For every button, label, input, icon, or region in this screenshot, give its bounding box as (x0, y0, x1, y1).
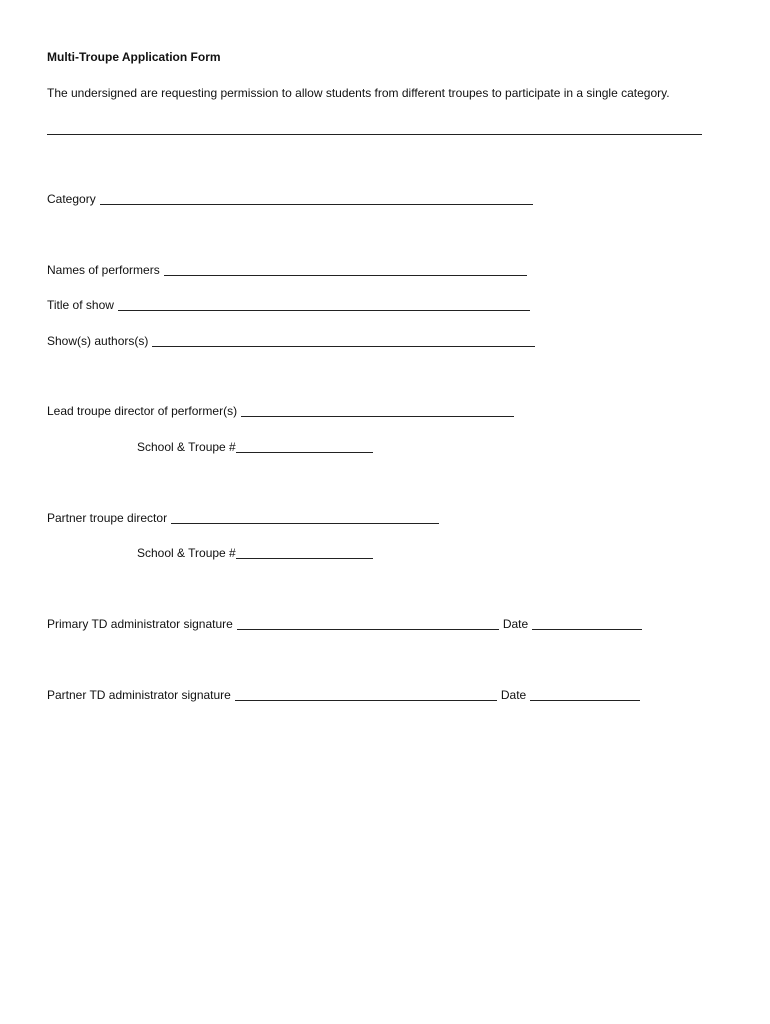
form-title (47, 50, 221, 64)
performers-row (47, 263, 527, 277)
partner-school-label: School & Troupe # (137, 546, 236, 560)
partner-director-label: Partner troupe director (47, 511, 168, 525)
form-title-text: Multi-Troupe Application Form (47, 50, 221, 64)
performers-field[interactable] (164, 263, 527, 276)
lead-director-row (47, 404, 514, 418)
show-title-field[interactable] (118, 298, 530, 311)
authors-row (47, 334, 535, 348)
category-row (47, 192, 533, 206)
category-label: Category (47, 192, 96, 206)
partner-signature-label: Partner TD administrator signature (47, 688, 231, 702)
lead-school-label: School & Troupe # (137, 440, 236, 454)
primary-signature-label: Primary TD administrator signature (47, 617, 233, 631)
partner-school-field[interactable] (236, 546, 373, 559)
authors-label: Show(s) authors(s) (47, 334, 149, 348)
partner-signature-row (47, 688, 640, 702)
partner-signature-field[interactable] (235, 688, 497, 701)
lead-director-field[interactable] (241, 404, 514, 417)
primary-date-field[interactable] (532, 617, 642, 630)
lead-school-row (137, 440, 373, 454)
partner-date-field[interactable] (530, 688, 640, 701)
primary-signature-row (47, 617, 642, 631)
partner-date-label: Date (500, 688, 527, 702)
form-intro-text: The undersigned are requesting permission to allow students from different troupes to participate in a single category. (47, 86, 670, 100)
primary-signature-field[interactable] (237, 617, 499, 630)
category-field[interactable] (100, 192, 533, 205)
performers-label: Names of performers (47, 263, 160, 277)
lead-director-label: Lead troupe director of performer(s) (47, 404, 238, 418)
form-intro (47, 86, 670, 100)
show-title-row (47, 298, 530, 312)
separator-rule (47, 134, 702, 135)
partner-school-row (137, 546, 373, 560)
show-title-label: Title of show (47, 298, 114, 312)
primary-date-label: Date (502, 617, 529, 631)
partner-director-row (47, 511, 439, 525)
lead-school-field[interactable] (236, 440, 373, 453)
partner-director-field[interactable] (171, 511, 439, 524)
authors-field[interactable] (152, 334, 535, 347)
